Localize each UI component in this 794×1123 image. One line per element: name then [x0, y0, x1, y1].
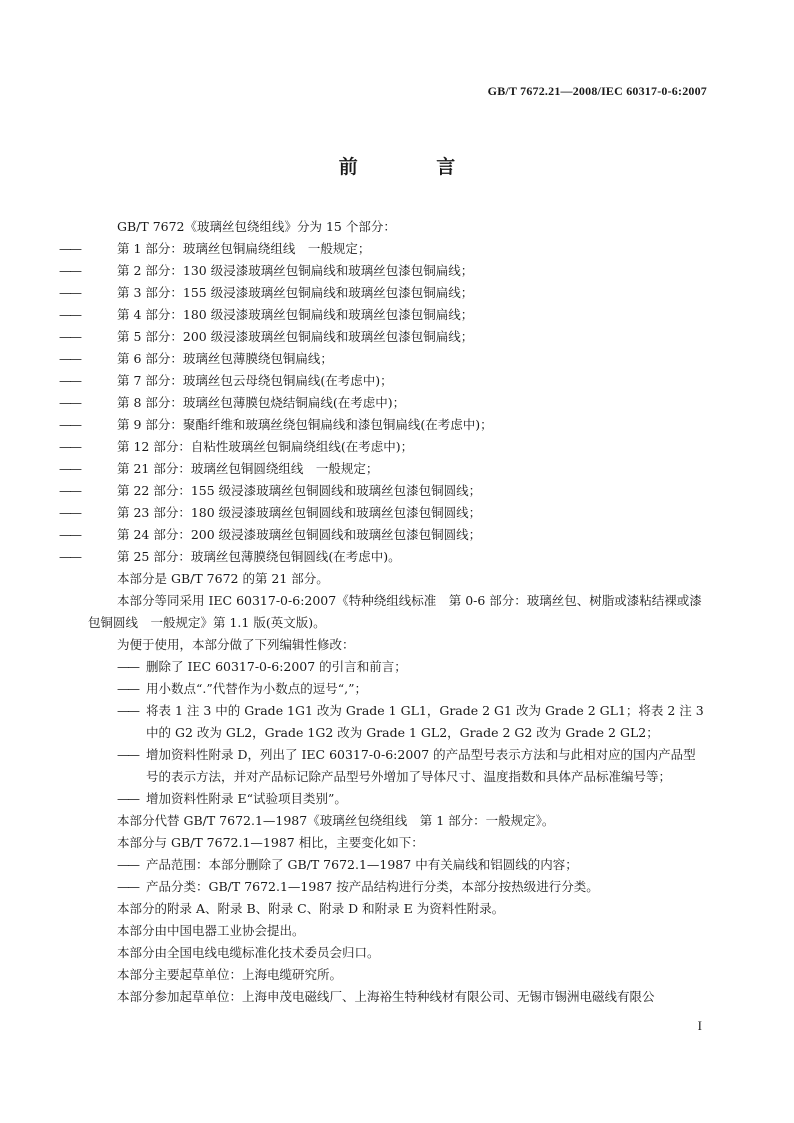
parts-list	[59, 238, 707, 568]
list-item: —— 将表 1 注 3 中的 Grade 1G1 改为 Grade 1 GL1，Grade 2 G1 改为 Grade 2 GL1；将表 2 注 3 中的 G2 改为 GL2，Grade 1G2 改为 Grade 1 GL2，Grade 2 G2 改为 Grade 2 GL2；	[117, 703, 704, 740]
list-item: —— 用小数点“.”代替作为小数点的逗号“,”；	[117, 681, 368, 696]
list-item: —— 产品范围：本部分删除了 GB/T 7672.1—1987 中有关扁线和铝圆线的内容；	[117, 857, 578, 872]
list-item: —— 第 25 部分：玻璃丝包薄膜绕包铜圆线(在考虑中)。	[59, 549, 401, 564]
list-item: —— 第 23 部分：180 级浸漆玻璃丝包铜圆线和玻璃丝包漆包铜圆线；	[59, 505, 482, 520]
editorial-intro: 为便于使用，本部分做了下列编辑性修改：	[117, 637, 355, 652]
list-item: —— 增加资料性附录 E“试验项目类别”。	[117, 791, 347, 806]
proposed-by: 本部分由中国电器工业协会提出。	[117, 923, 305, 938]
foreword-body	[59, 216, 707, 1008]
list-item: —— 第 1 部分：玻璃丝包铜扁绕组线 一般规定；	[59, 241, 371, 256]
participating-drafters: 本部分参加起草单位：上海申茂电磁线厂、上海裕生特种线材有限公司、无锡市锡洲电磁线有限公	[117, 989, 655, 1004]
list-item: —— 第 8 部分：玻璃丝包薄膜包烧结铜扁线(在考虑中)；	[59, 395, 406, 410]
list-item: —— 产品分类：GB/T 7672.1—1987 按产品结构进行分类，本部分按热级进行分类。	[117, 879, 599, 894]
main-drafter: 本部分主要起草单位：上海电缆研究所。	[117, 967, 343, 982]
list-item: —— 第 2 部分：130 级浸漆玻璃丝包铜扁线和玻璃丝包漆包铜扁线；	[59, 263, 474, 278]
list-item: —— 第 9 部分：聚酯纤维和玻璃丝绕包铜扁线和漆包铜扁线(在考虑中)；	[59, 417, 493, 432]
list-item: —— 第 22 部分：155 级浸漆玻璃丝包铜圆线和玻璃丝包漆包铜圆线；	[59, 483, 482, 498]
list-item: —— 第 12 部分：自粘性玻璃丝包铜扁绕组线(在考虑中)；	[59, 439, 414, 454]
annex-statement: 本部分的附录 A、附录 B、附录 C、附录 D 和附录 E 为资料性附录。	[117, 901, 505, 916]
page-number: I	[697, 1018, 702, 1033]
centralized-by: 本部分由全国电线电缆标准化技术委员会归口。	[117, 945, 380, 960]
intro-paragraph: GB/T 7672《玻璃丝包绕组线》分为 15 个部分：	[117, 219, 396, 234]
list-item: —— 第 5 部分：200 级浸漆玻璃丝包铜扁线和玻璃丝包漆包铜扁线；	[59, 329, 474, 344]
edits-list	[88, 656, 707, 810]
part-statement: 本部分是 GB/T 7672 的第 21 部分。	[117, 571, 329, 586]
list-item: —— 第 6 部分：玻璃丝包薄膜绕包铜扁线；	[59, 351, 333, 366]
list-item: —— 第 4 部分：180 级浸漆玻璃丝包铜扁线和玻璃丝包漆包铜扁线；	[59, 307, 474, 322]
page-title: 前 言	[338, 156, 492, 178]
list-item: —— 第 24 部分：200 级浸漆玻璃丝包铜圆线和玻璃丝包漆包铜圆线；	[59, 527, 482, 542]
list-item: —— 增加资料性附录 D，列出了 IEC 60317-0-6:2007 的产品型号表示方法和与此相对应的国内产品型号的表示方法，并对产品标记除产品型号外增加了导体尺寸、温度指数和具体产品标准编号等；	[117, 747, 696, 784]
list-item: —— 第 21 部分：玻璃丝包铜圆绕组线 一般规定；	[59, 461, 379, 476]
adoption-statement: 本部分等同采用 IEC 60317-0-6:2007《特种绕组线标准 第 0-6 部分：玻璃丝包、树脂或漆粘结裸或漆包铜圆线 一般规定》第 1.1 版(英文版)。	[88, 593, 702, 630]
standard-code: GB/T 7672.21—2008/IEC 60317-0-6:2007	[487, 84, 707, 98]
list-item: —— 删除了 IEC 60317-0-6:2007 的引言和前言；	[117, 659, 407, 674]
list-item: —— 第 7 部分：玻璃丝包云母绕包铜扁线(在考虑中)；	[59, 373, 393, 388]
list-item: —— 第 3 部分：155 级浸漆玻璃丝包铜扁线和玻璃丝包漆包铜扁线；	[59, 285, 474, 300]
changes-intro: 本部分与 GB/T 7672.1—1987 相比，主要变化如下：	[117, 835, 424, 850]
replacement-statement: 本部分代替 GB/T 7672.1—1987《玻璃丝包绕组线 第 1 部分：一般规定》。	[117, 813, 555, 828]
changes-list	[88, 854, 707, 898]
